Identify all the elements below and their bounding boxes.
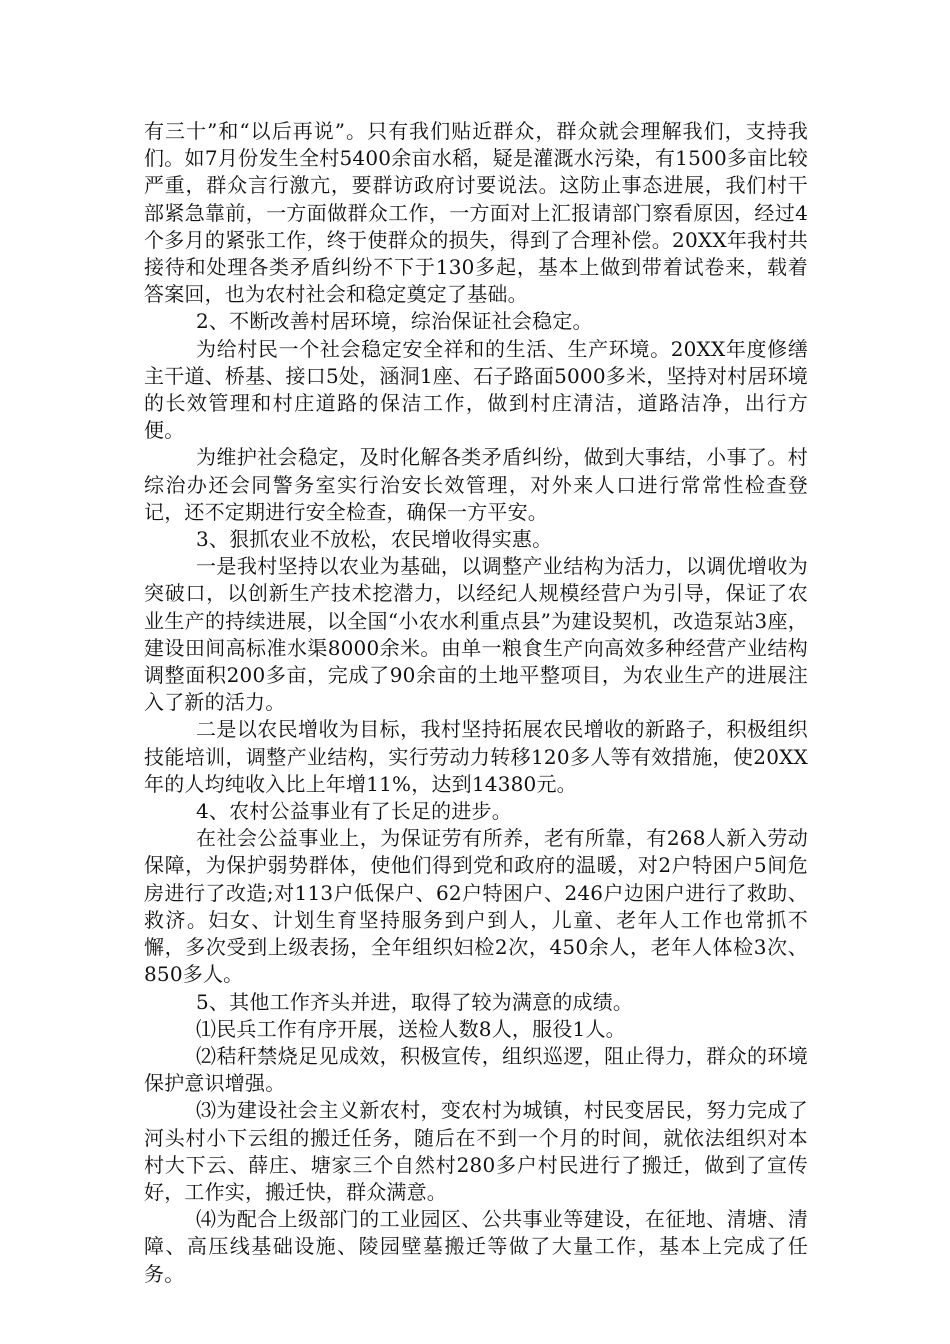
section-heading-agriculture: 3、狠抓农业不放松，农民增收得实惠。 — [196, 527, 553, 552]
section-heading-public-welfare: 4、农村公益事业有了长足的进步。 — [196, 799, 512, 824]
section-heading-other-work: 5、其他工作齐头并进，取得了较为满意的成绩。 — [196, 989, 634, 1014]
list-item-construction-support: ⑷为配合上级部门的工业园区、公共事业等建设，在征地、清塘、清障、高压线基础设施、陵园壁墓搬迁等做了大量工作，基本上完成了任务。 — [144, 1207, 808, 1286]
list-item-militia: ⑴民兵工作有序开展，送检人数8人，服役1人。 — [196, 1016, 626, 1041]
paragraph-road-repair: 为给村民一个社会稳定安全祥和的生活、生产环境。20XX年度修缮主干道、桥基、接口5处，涵洞1座、石子路面5000多米，坚持对村居环境的长效管理和村庄道路的保洁工作，做到村庄清洁，道路洁净，出行方便。 — [144, 336, 808, 443]
paragraph-dispute-resolution: 有三十”和“以后再说”。只有我们贴近群众，群众就会理解我们，支持我们。如7月份发生全村5400余亩水稻，疑是灌溉水污染，有1500多亩比较严重，群众言行激亢，要群访政府讨要说法。这防止事态进展，我们村干部紧急靠前，一方面做群众工作，一方面对上汇报请部门察看原因，经过4个多月的紧张工作，终于使群众的损失，得到了合理补偿。20XX年我村共接待和处理各类矛盾纠纷不下于130多起，基本上做到带着试卷来，载着答案回，也为农村社会和稳定奠定了基础。 — [144, 119, 808, 307]
list-item-straw-burning: ⑵秸秆禁烧足见成效，积极宣传，组织巡逻，阻止得力，群众的环境保护意识增强。 — [144, 1043, 808, 1096]
document-page — [144, 118, 808, 1288]
paragraph-agriculture-base: 一是我村坚持以农业为基础，以调整产业结构为活力，以调优增收为突破口，以创新生产技术挖潜力，以经纪人规模经营户为引导，保证了农业生产的持续进展，以全国“小农水利重点县”为建设契机，改造泵站3座，建设田间高标准水渠8000余米。由单一粮食生产向高效多种经营产业结构调整面积200多亩，完成了90余亩的土地平整项目，为农业生产的进展注入了新的活力。 — [144, 554, 808, 715]
paragraph-farmer-income: 二是以农民增收为目标，我村坚持拓展农民增收的新路子，积极组织技能培训，调整产业结构，实行劳动力转移120多人等有效措施，使20XX年的人均纯收入比上年增11%，达到14380元。 — [144, 717, 808, 796]
paragraph-public-welfare: 在社会公益事业上，为保证劳有所养，老有所靠，有268人新入劳动保障，为保护弱势群体，使他们得到党和政府的温暖，对2户特困户5间危房进行了改造;对113户低保户、62户特困户、246户边困户进行了救助、救济。妇女、计划生育坚持服务到户到人，儿童、老年人工作也常抓不懈，多次受到上级表扬，全年组织妇检2次，450余人，老年人体检3次、850多人。 — [144, 826, 808, 987]
list-item-relocation: ⑶为建设社会主义新农村，变农村为城镇，村民变居民，努力完成了河头村小下云组的搬迁任务，随后在不到一个月的时间，就依法组织对本村大下云、薛庄、塘家三个自然村280多户村民进行了搬迁，做到了宣传好，工作实，搬迁快，群众满意。 — [144, 1098, 808, 1204]
section-heading-environment: 2、不断改善村居环境，综治保证社会稳定。 — [196, 309, 593, 334]
paragraph-social-stability: 为维护社会稳定，及时化解各类矛盾纠纷，做到大事结，小事了。村综治办还会同警务室实行治安长效管理，对外来人口进行常常性检查登记，还不定期进行安全检查，确保一方平安。 — [144, 445, 808, 524]
